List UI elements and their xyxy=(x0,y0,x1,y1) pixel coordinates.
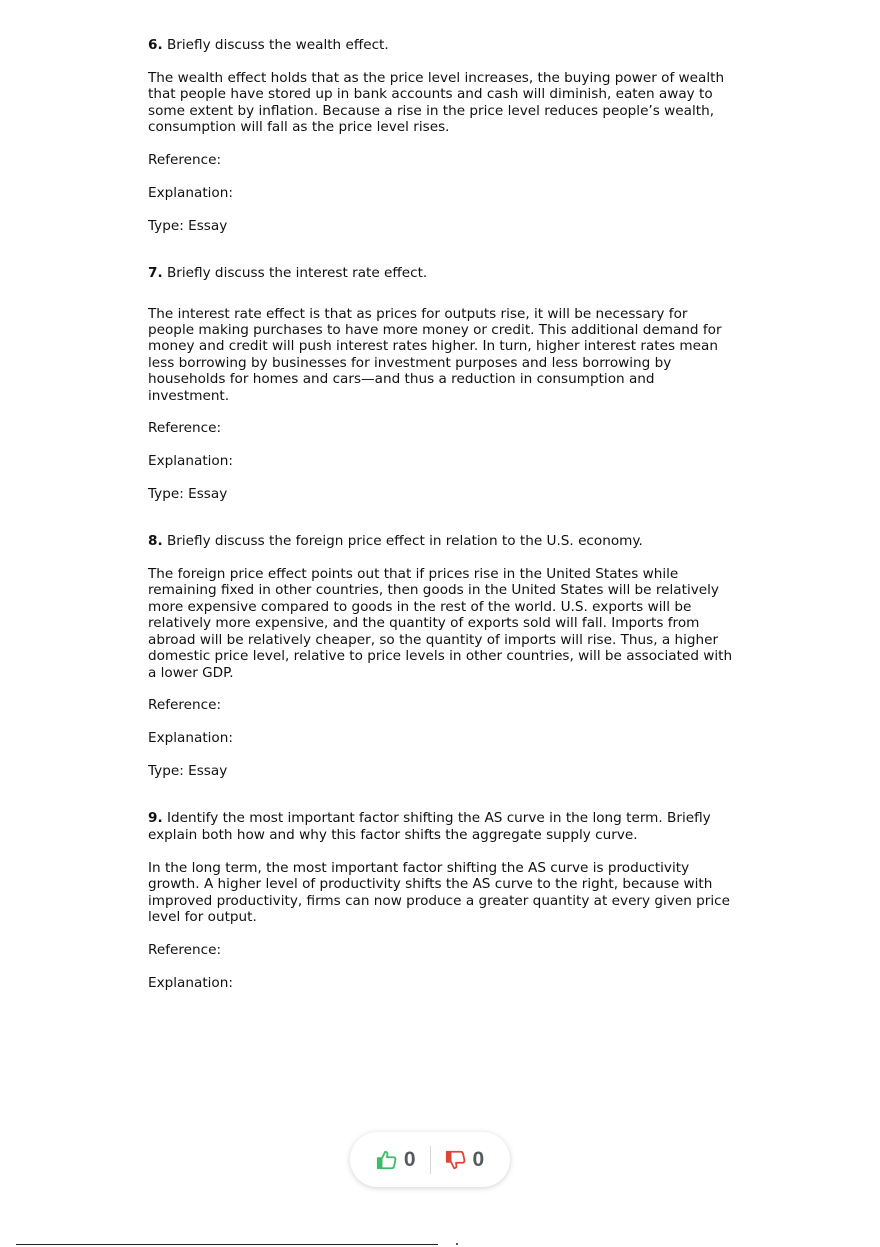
question-number: 6. xyxy=(148,37,163,53)
question-text: Briefly discuss the interest rate effect. xyxy=(166,264,428,281)
answer-line: money and credit will push interest rates higher. In turn, higher interest rates mean xyxy=(148,338,718,355)
question-8 xyxy=(148,533,748,780)
answer-line: The wealth effect holds that as the price level increases, the buying power of wealth xyxy=(148,70,725,86)
answer-line: households for homes and cars—and thus a reduction in consumption and xyxy=(148,371,655,388)
upvote-button[interactable] xyxy=(362,1148,430,1172)
thumbs-down-icon xyxy=(445,1149,467,1171)
answer-line: a lower GDP. xyxy=(148,664,234,681)
explanation-label: Explanation: xyxy=(148,974,233,991)
question-7 xyxy=(148,265,748,503)
answer-line: The interest rate effect is that as prices for outputs rise, it will be necessary for xyxy=(148,305,688,322)
answer-line: The foreign price effect points out that if prices rise in the United States while xyxy=(148,566,679,583)
type-label: Type: Essay xyxy=(148,217,228,234)
upvote-count: 0 xyxy=(403,1147,416,1171)
answer-text xyxy=(148,70,748,136)
thumbs-up-icon xyxy=(376,1149,398,1171)
reference-label: Reference: xyxy=(148,696,222,713)
answer-line: abroad will be relatively cheaper, so the quantity of imports will rise. Thus, a higher xyxy=(148,631,719,648)
answer-line: more expensive compared to goods in the rest of the world. U.S. exports will be xyxy=(148,598,692,615)
question-6 xyxy=(148,37,748,235)
answer-line: remaining fixed in other countries, then goods in the United States will be relatively xyxy=(148,582,719,599)
question-prompt xyxy=(148,533,748,550)
type-label: Type: Essay xyxy=(148,762,228,779)
answer-line: investment. xyxy=(148,387,230,404)
question-text: Briefly discuss the wealth effect. xyxy=(166,37,389,53)
document-page xyxy=(148,37,748,1022)
answer-line: domestic price level, relative to price levels in other countries, will be associated with xyxy=(148,648,733,665)
question-prompt xyxy=(148,265,748,282)
answer-line: consumption will fall as the price level rises. xyxy=(148,119,450,136)
answer-line: In the long term, the most important factor shifting the AS curve is productivity xyxy=(148,859,690,876)
question-prompt xyxy=(148,810,748,844)
answer-line: level for output. xyxy=(148,909,257,926)
page-bottom-mark xyxy=(456,1243,458,1245)
answer-text xyxy=(148,306,748,404)
question-text: Identify the most important factor shifting the AS curve in the long term. Briefly xyxy=(166,809,711,826)
question-9 xyxy=(148,810,748,992)
downvote-button[interactable] xyxy=(431,1148,499,1172)
answer-line: improved productivity, firms can now produce a greater quantity at every given price xyxy=(148,892,730,909)
answer-line: some extent by inflation. Because a rise in the price level reduces people’s wealth, xyxy=(148,102,715,119)
answer-line: relatively more expensive, and the quantity of exports sold will fall. Imports from xyxy=(148,615,700,632)
question-text: Briefly discuss the foreign price effect in relation to the U.S. economy. xyxy=(166,533,643,550)
answer-line: that people have stored up in bank accounts and cash will diminish, eaten away to xyxy=(148,86,713,103)
vote-widget xyxy=(350,1132,510,1187)
question-number: 8. xyxy=(148,533,163,550)
question-text: explain both how and why this factor shifts the aggregate supply curve. xyxy=(148,826,638,843)
answer-line: less borrowing by businesses for investment purposes and less borrowing by xyxy=(148,354,672,371)
explanation-label: Explanation: xyxy=(148,453,233,470)
question-prompt xyxy=(148,37,748,54)
reference-label: Reference: xyxy=(148,151,222,168)
type-label: Type: Essay xyxy=(148,486,228,503)
page-bottom-rule xyxy=(16,1244,438,1245)
downvote-count: 0 xyxy=(472,1147,485,1171)
answer-text xyxy=(148,566,748,681)
explanation-label: Explanation: xyxy=(148,184,233,201)
answer-line: growth. A higher level of productivity shifts the AS curve to the right, because with xyxy=(148,876,713,893)
question-number: 9. xyxy=(148,809,163,826)
reference-label: Reference: xyxy=(148,941,222,958)
explanation-label: Explanation: xyxy=(148,729,233,746)
answer-line: people making purchases to have more money or credit. This additional demand for xyxy=(148,322,722,339)
question-number: 7. xyxy=(148,264,163,281)
answer-text xyxy=(148,860,748,926)
reference-label: Reference: xyxy=(148,420,222,437)
